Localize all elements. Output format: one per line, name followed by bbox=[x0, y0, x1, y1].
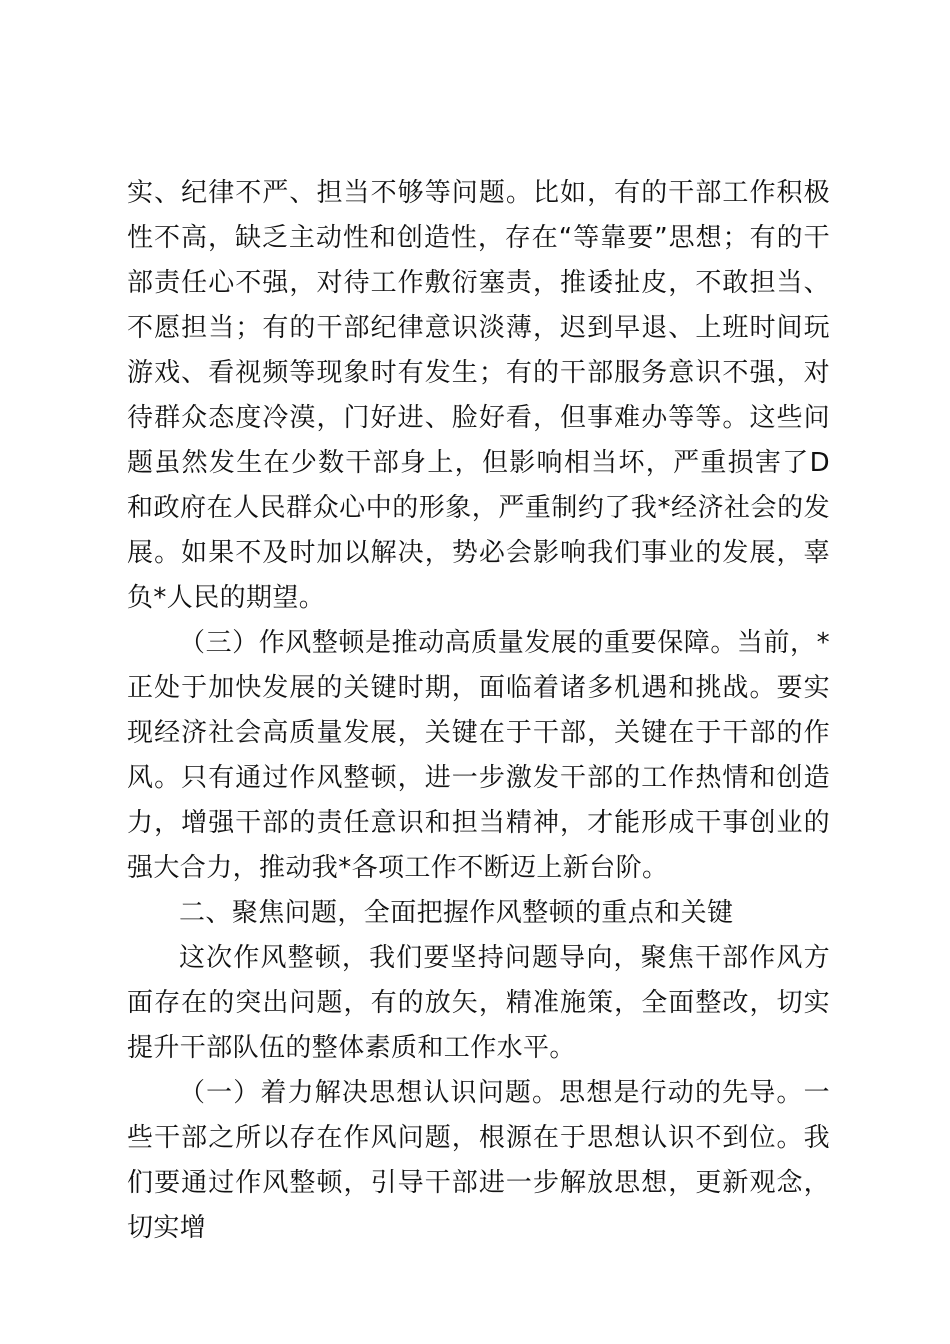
body-paragraph-section-three: （三）作风整顿是推动高质量发展的重要保障。当前，*正处于加快发展的关键时期，面临着诸多机遇和挑战。要实现经济社会高质量发展，关键在于干部，关键在于干部的作风。只有通过作风整顿，进一步激发干部的工作热情和创造力，增强干部的责任意识和担当精神，才能形成干事创业的强大合力，推动我*各项工作不断迈上新台阶。 bbox=[127, 628, 830, 883]
body-paragraph-intro: 这次作风整顿，我们要坚持问题导向，聚焦干部作风方面存在的突出问题，有的放矢，精准施策，全面整改，切实提升干部队伍的整体素质和工作水平。 bbox=[127, 943, 830, 1063]
body-paragraph-section-one: （一）着力解决思想认识问题。思想是行动的先导。一些干部之所以存在作风问题，根源在于思想认识不到位。我们要通过作风整顿，引导干部进一步解放思想，更新观念，切实增 bbox=[127, 1078, 830, 1243]
body-paragraph-continued: 实、纪律不严、担当不够等问题。比如，有的干部工作积极性不高，缺乏主动性和创造性，存在“等靠要”思想；有的干部责任心不强，对待工作敷衍塞责，推诿扯皮，不敢担当、不愿担当；有的干部纪律意识淡薄，迟到早退、上班时间玩游戏、看视频等现象时有发生；有的干部服务意识不强，对待群众态度冷漠，门好进、脸好看，但事难办等等。这些问题虽然发生在少数干部身上，但影响相当坏，严重损害了D和政府在人民群众心中的形象，严重制约了我*经济社会的发展。如果不及时加以解决，势必会影响我们事业的发展，辜负*人民的期望。 bbox=[127, 178, 830, 613]
document-body bbox=[127, 171, 830, 1251]
section-heading-two: 二、聚焦问题，全面把握作风整顿的重点和关键 bbox=[179, 898, 734, 928]
